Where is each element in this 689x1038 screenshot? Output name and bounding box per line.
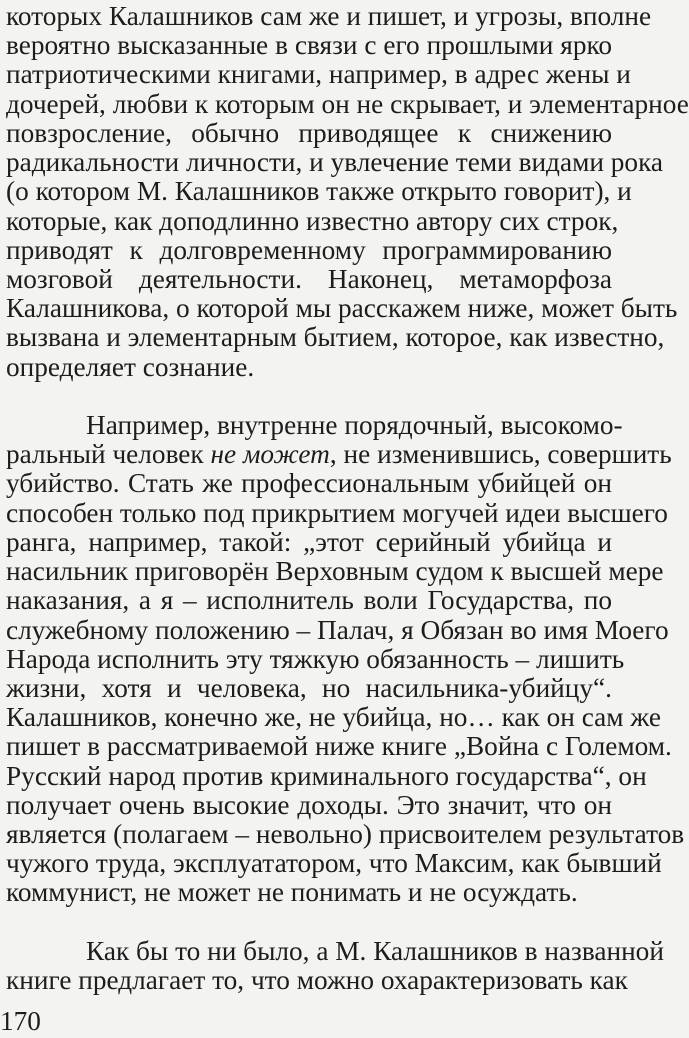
text-line: насильник приговорён Верховным судом к высшей мере: [6, 556, 664, 586]
text-line: повзросление, обычно приводящее к снижению: [6, 117, 612, 148]
text-line: наказания, а я – исполнитель воли Государства, по: [6, 585, 612, 616]
text-line: коммунист, не может не понимать и не осуждать.: [6, 877, 578, 908]
text-line: получает очень высокие доходы. Это значит, что он: [6, 789, 612, 820]
text-line: чужого труда, эксплуататором, что Максим, как бывший: [6, 848, 662, 879]
page-number: 170: [0, 1006, 41, 1036]
text-line: определяет сознание.: [6, 351, 255, 382]
text-line: способен только под прикрытием могучей идеи высшего: [6, 497, 668, 528]
text-line: вероятно высказанные в связи с его прошлыми ярко: [6, 30, 612, 61]
text-line: (о котором М. Калашников также открыто говорит), и: [6, 176, 632, 207]
text-line: которых Калашников сам же и пишет, и угрозы, вполне: [6, 1, 652, 31]
text-line: Например, внутренне порядочный, высокомо-: [86, 410, 623, 440]
text-line: вызвана и элементарным бытием, которое, как известно,: [6, 322, 665, 353]
text-line: служебному положению – Палач, я Обязан во имя Моего: [6, 614, 669, 645]
text-line: Как бы то ни было, а М. Калашников в названной: [86, 935, 664, 966]
text-line: жизни, хотя и человека, но насильника-убийцу“.: [6, 672, 612, 703]
text-line: Народа исполнить эту тяжкую обязанность – лишить: [6, 643, 625, 674]
text-line: ранга, например, такой: „этот серийный убийца и: [6, 526, 612, 557]
text-line: мозговой деятельности. Наконец, метаморфоза: [6, 263, 612, 294]
text-line: патриотическими книгами, например, в адрес жены и: [6, 59, 631, 90]
text-line: которые, как доподлинно известно автору сих строк,: [6, 205, 619, 236]
text-line: убийство. Стать же профессиональным убийцей он: [6, 468, 612, 499]
emphasis-text: не может: [210, 439, 330, 470]
text-line: Калашникова, о которой мы расскажем ниже, может быть: [6, 293, 678, 324]
text-line: Калашников, конечно же, не убийца, но… как он сам же: [6, 702, 661, 733]
text-line: книге предлагает то, что можно охарактеризовать как: [6, 965, 628, 995]
text-line: пишет в рассматриваемой ниже книге „Война с Големом.: [6, 731, 672, 762]
text-line: приводят к долговременному программированию: [6, 234, 612, 265]
text-line: радикальности личности, и увлечение теми видами рока: [6, 147, 664, 178]
text-line: дочерей, любви к которым он не скрывает, и элементарное: [6, 88, 689, 119]
text-line: является (полагаем – невольно) присвоителем результатов: [6, 818, 685, 849]
text-line: ральный человек не может, не изменившись, совершить: [6, 439, 672, 470]
text-line: Русский народ против криминального государства“, он: [6, 760, 647, 791]
